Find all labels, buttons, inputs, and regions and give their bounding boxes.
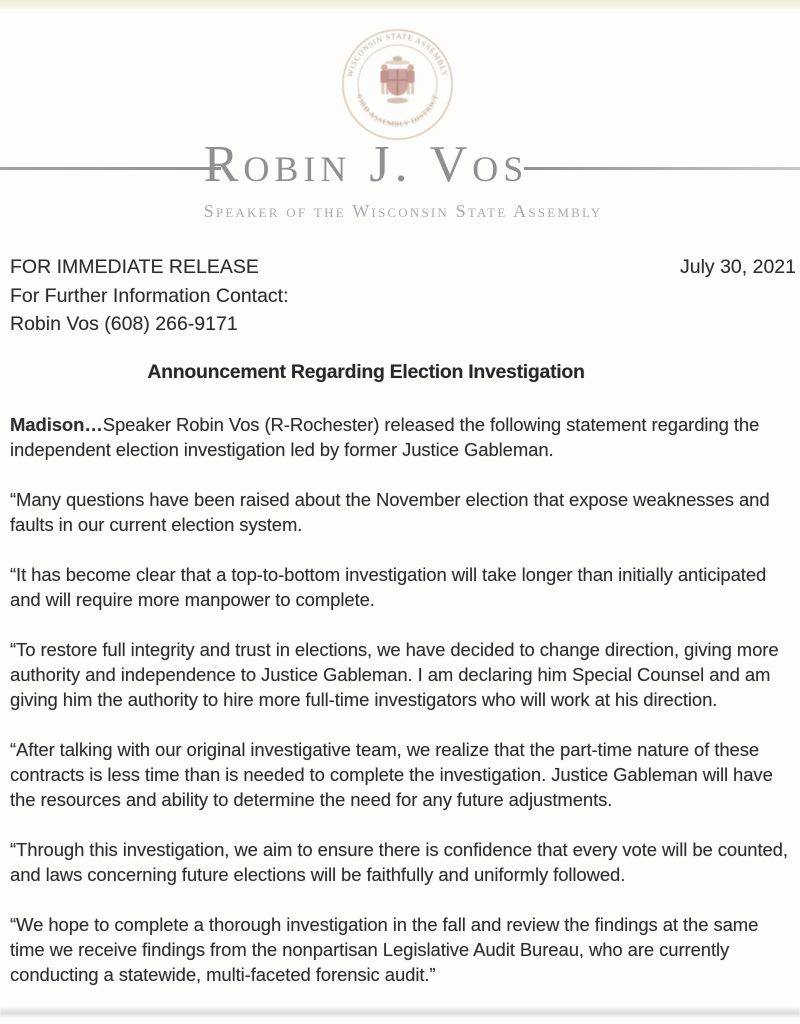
scan-bottom-edge [0,1007,800,1017]
body-paragraph: “To restore full integrity and trust in elections, we have decided to change direction, giving more authority and independence to Justice Gableman. I am declaring him Special Counsel and am giving him the authority to hire more full-time investigators who will work at his direction. [10,639,779,710]
letterhead-title: Speaker of the Wisconsin State Assembly [203,201,603,221]
release-info [10,253,289,339]
release-date: July 30, 2021 [679,256,796,278]
body-paragraph: “Through this investigation, we aim to ensure there is confidence that every vote will be counted, and laws concerning future elections will be faithfully and uniformly followed. [10,839,788,885]
body-paragraph [10,412,790,462]
release-line: FOR IMMEDIATE RELEASE [10,256,259,278]
letterhead-name: Robin J. Vos [203,136,529,193]
assembly-seal-icon [339,26,456,143]
body-paragraph: “It has become clear that a top-to-bottom investigation will take longer than initially anticipated and will require more manpower to complete. [10,564,767,610]
seal-top-text: WISCONSIN STATE ASSEMBLY [345,31,450,78]
body-paragraph: “After talking with our original investigative team, we realize that the part-time nature of these contracts is less time than is needed to complete the investigation. Justice Gableman will have the resources and ability to determine the need for any future adjustments. [10,739,773,810]
contact-phone: Robin Vos (608) 266-9171 [10,313,238,335]
body-paragraph: “Many questions have been raised about the November election that expose weaknesses and faults in our current election system. [10,489,770,535]
scan-top-edge [0,0,800,10]
contact-label: For Further Information Contact: [10,284,289,307]
dateline-lead-in: Madison… [10,414,103,435]
statement-body [10,412,790,1012]
lead-paragraph-text: Speaker Robin Vos (R-Rochester) released the following statement regarding the independent election investigation led by former Justice Gableman. [10,414,760,460]
coat-of-arms-icon [380,56,414,103]
seal-bottom-text: 63RD ASSEMBLY DISTRICT [354,92,441,129]
headline: Announcement Regarding Election Investigation [147,361,585,383]
body-paragraph: “We hope to complete a thorough investigation in the fall and review the findings at the same time we receive findings from the nonpartisan Legislative Audit Bureau, who are currently conducting a statewide, multi-faceted forensic audit.” [10,914,759,985]
